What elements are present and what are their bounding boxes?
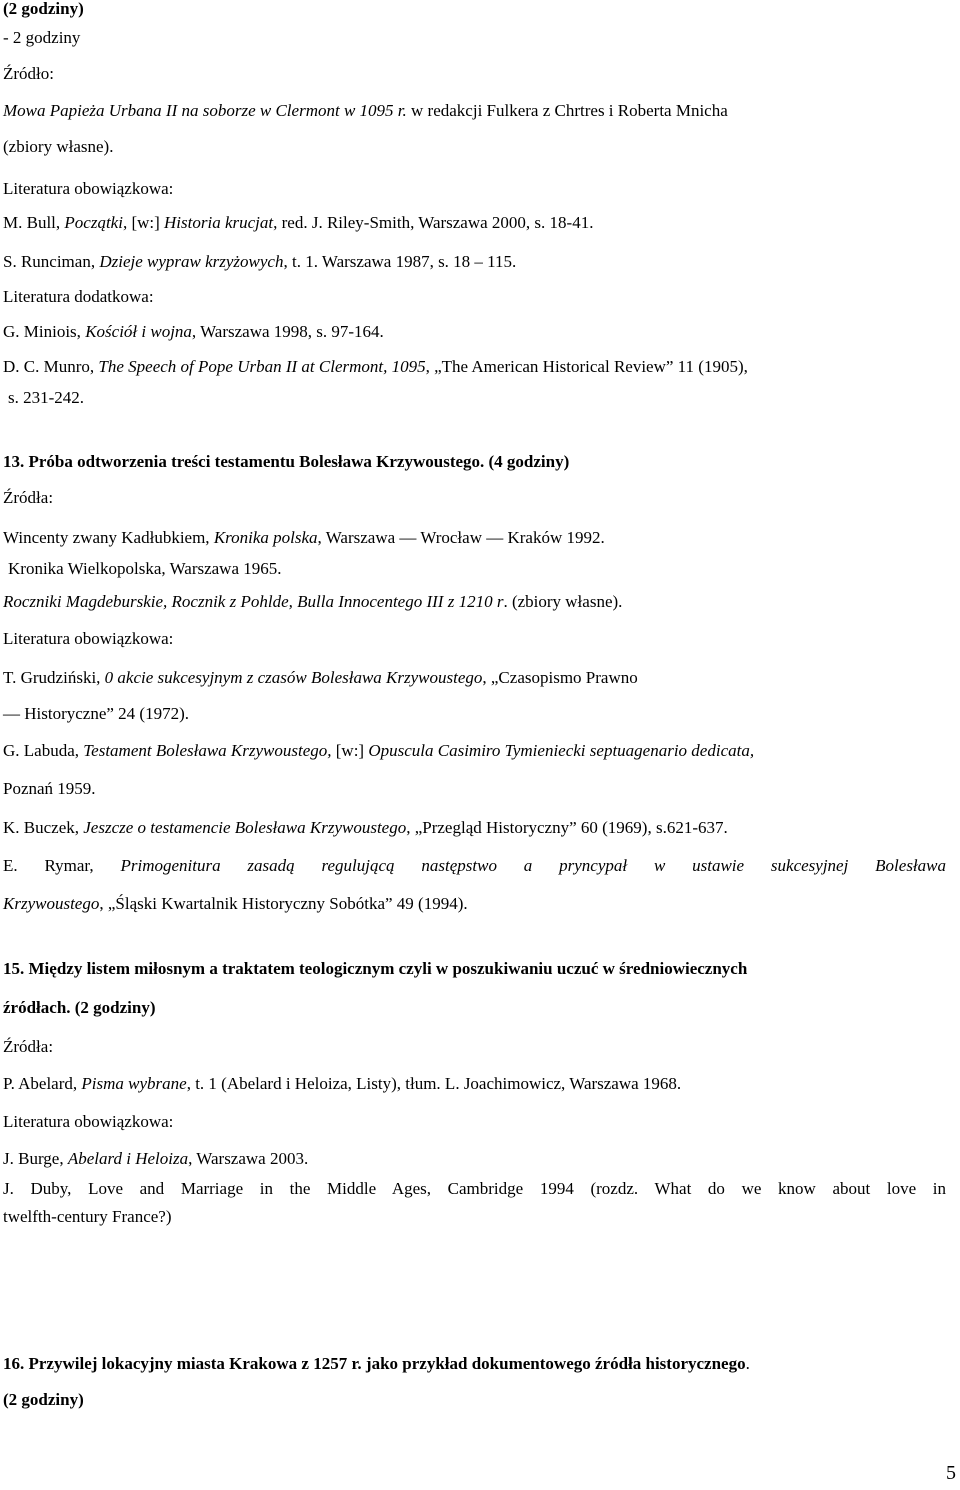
source-entry-1-cont: (zbiory własne). <box>3 137 114 156</box>
required-literature-label: Literatura obowiązkowa: <box>3 179 174 198</box>
additional-entry-2-cont: s. 231-242. <box>8 388 85 407</box>
section-13-required-2: G. Labuda, Testament Bolesława Krzywoustego, [w:] Opuscula Casimiro Tymieniecki septuagenario dedicata, <box>3 741 755 760</box>
section-15-required-label: Literatura obowiązkowa: <box>3 1112 174 1131</box>
section-15-required-2-cont: twelfth-century France?) <box>3 1207 172 1226</box>
source-label: Źródło: <box>3 64 54 83</box>
section-13-required-4: E. Rymar, Primogenitura zasadą regulującą następstwo a pryncypał w ustawie sukcesyjnej Bolesława <box>3 856 946 875</box>
required-entry-2: S. Runciman, Dzieje wypraw krzyżowych, t. 1. Warszawa 1987, s. 18 – 115. <box>3 252 517 271</box>
section-16-title-cont: (2 godziny) <box>3 1390 84 1409</box>
section-13-required-1-cont: — Historyczne” 24 (1972). <box>3 704 190 723</box>
section-13-source-3: Roczniki Magdeburskie, Rocznik z Pohlde, Bulla Innocentego III z 1210 r. (zbiory własne). <box>3 592 623 611</box>
additional-entry-2: D. C. Munro, The Speech of Pope Urban II at Clermont, 1095, „The American Historical Review” 11 (1905), <box>3 357 748 376</box>
section-13-title: 13. Próba odtworzenia treści testamentu Bolesława Krzywoustego. (4 godziny) <box>3 452 570 471</box>
page-number: 5 <box>946 1462 956 1484</box>
section-13-required-label: Literatura obowiązkowa: <box>3 629 174 648</box>
section-13-required-2-cont: Poznań 1959. <box>3 779 96 798</box>
section-16-title: 16. Przywilej lokacyjny miasta Krakowa z 1257 r. jako przykład dokumentowego źródła historycznego. <box>3 1354 750 1373</box>
hours-note: - 2 godziny <box>3 28 81 47</box>
section-15-required-2: J. Duby, Love and Marriage in the Middle Ages, Cambridge 1994 (rozdz. What do we know about love in <box>3 1179 946 1198</box>
section-15-title-cont: źródłach. (2 godziny) <box>3 998 156 1017</box>
section-13-required-1: T. Grudziński, 0 akcie sukcesyjnym z czasów Bolesława Krzywoustego, „Czasopismo Prawno <box>3 668 638 687</box>
additional-literature-label: Literatura dodatkowa: <box>3 287 154 306</box>
additional-entry-1: G. Miniois, Kościół i wojna, Warszawa 1998, s. 97-164. <box>3 322 384 341</box>
section-13-source-1: Wincenty zwany Kadłubkiem, Kronika polska, Warszawa — Wrocław — Kraków 1992. <box>3 528 605 547</box>
section-13-sources-label: Źródła: <box>3 488 54 507</box>
section-13-source-2: Kronika Wielkopolska, Warszawa 1965. <box>8 559 282 578</box>
required-entry-1: M. Bull, Początki, [w:] Historia krucjat, red. J. Riley-Smith, Warszawa 2000, s. 18-41. <box>3 213 594 232</box>
source-entry-1: Mowa Papieża Urbana II na soborze w Clermont w 1095 r. w redakcji Fulkera z Chrtres i Roberta Mnicha <box>3 101 728 120</box>
hours-heading: (2 godziny) <box>3 0 84 18</box>
section-15-sources-label: Źródła: <box>3 1037 54 1056</box>
section-15-title: 15. Między listem miłosnym a traktatem teologicznym czyli w poszukiwaniu uczuć w średniowiecznych <box>3 959 748 978</box>
section-13-required-3: K. Buczek, Jeszcze o testamencie Bolesława Krzywoustego, „Przegląd Historyczny” 60 (1969), s.621-637. <box>3 818 728 837</box>
section-13-required-4-cont: Krzywoustego, „Śląski Kwartalnik Historyczny Sobótka” 49 (1994). <box>3 894 468 913</box>
section-15-source-1: P. Abelard, Pisma wybrane, t. 1 (Abelard i Heloiza, Listy), tłum. L. Joachimowicz, Warszawa 1968. <box>3 1074 682 1093</box>
section-15-required-1: J. Burge, Abelard i Heloiza, Warszawa 2003. <box>3 1149 309 1168</box>
